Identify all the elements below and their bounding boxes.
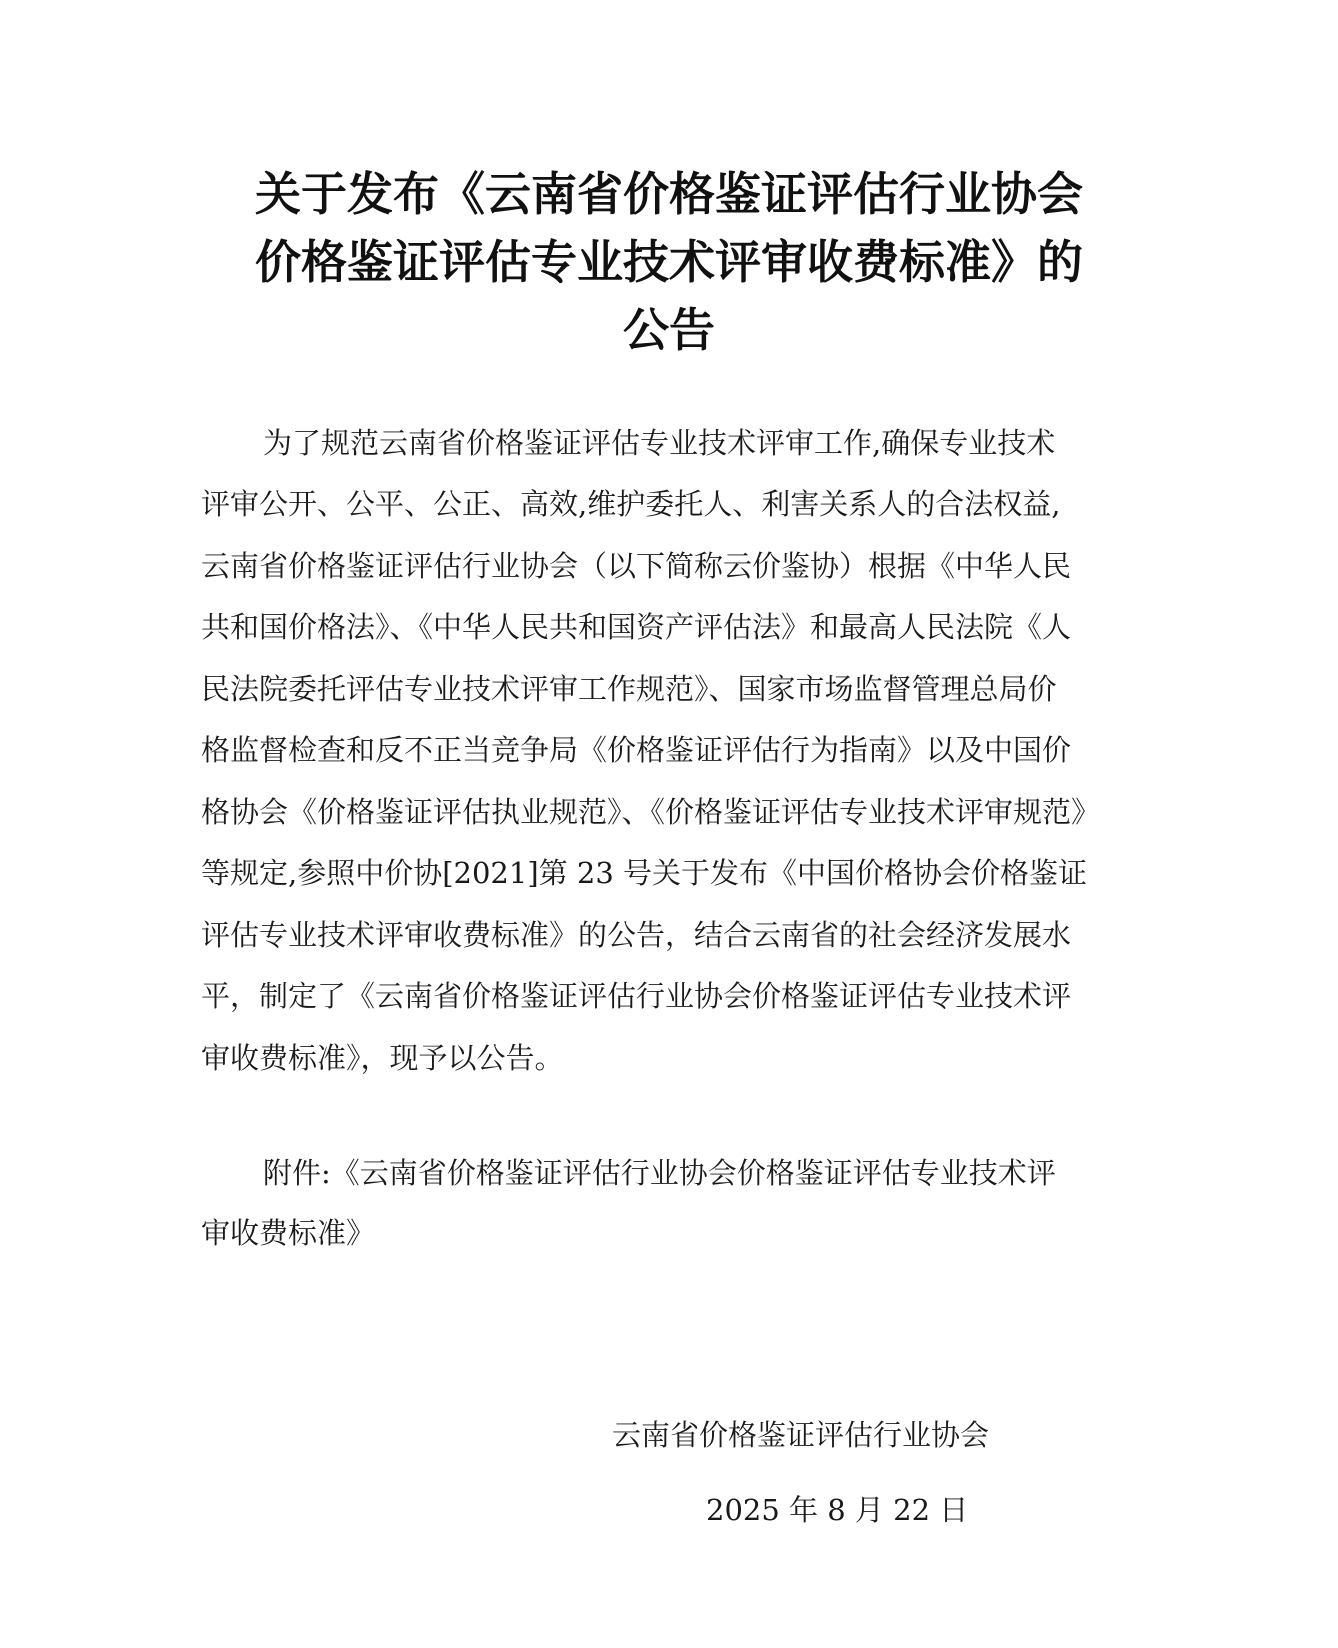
- signature-organization: 云南省价格鉴证评估行业协会: [612, 1418, 990, 1452]
- document-title: [0, 160, 1338, 364]
- body-line: 格协会《价格鉴证评估执业规范》、《价格鉴证评估专业技术评审规范》: [201, 795, 1101, 829]
- attachment-line: 附件:《云南省价格鉴证评估行业协会价格鉴证评估专业技术评: [263, 1156, 1056, 1190]
- title-line-2: 价格鉴证评估专业技术评审收费标准》的: [255, 235, 1083, 289]
- body-line: 等规定,参照中价协[2021]第 23 号关于发布《中国价格协会价格鉴证: [201, 856, 1087, 890]
- body-line: 平，制定了《云南省价格鉴证评估行业协会价格鉴证评估专业技术评: [201, 979, 1072, 1013]
- body-line: 审收费标准》，现予以公告。: [201, 1041, 564, 1075]
- body-line: 评审公开、公平、公正、高效,维护委托人、利害关系人的合法权益,: [201, 487, 1061, 521]
- body-line: 评估专业技术评审收费标准》的公告，结合云南省的社会经济发展水: [201, 918, 1072, 952]
- title-line-1: 关于发布《云南省价格鉴证评估行业协会: [255, 167, 1083, 221]
- body-line: 为了规范云南省价格鉴证评估专业技术评审工作,确保专业技术: [263, 426, 1056, 460]
- body-line: 民法院委托评估专业技术评审工作规范》、国家市场监督管理总局价: [201, 672, 1057, 706]
- body-line: 云南省价格鉴证评估行业协会（以下简称云价鉴协）根据《中华人民: [201, 549, 1072, 583]
- body-line: 共和国价格法》、《中华人民共和国资产评估法》和最高人民法院《人: [201, 610, 1072, 644]
- title-line-3: 公告: [623, 303, 715, 357]
- attachment-line: 审收费标准》: [201, 1216, 376, 1250]
- signature-date: 2025 年 8 月 22 日: [706, 1493, 969, 1527]
- body-line: 格监督检查和反不正当竞争局《价格鉴证评估行为指南》以及中国价: [201, 733, 1072, 767]
